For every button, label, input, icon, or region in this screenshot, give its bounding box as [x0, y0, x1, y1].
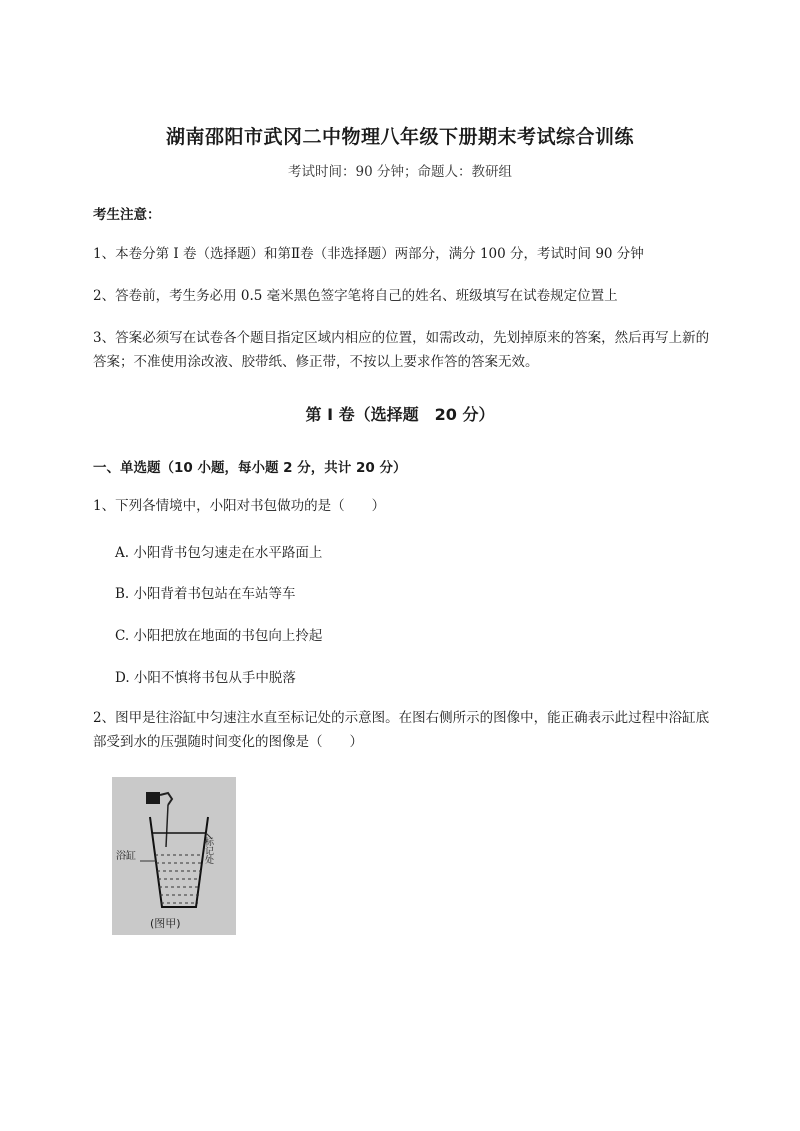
page-title: 湖南邵阳市武冈二中物理八年级下册期末考试综合训练 — [165, 126, 634, 148]
notice-item-2: 2、答卷前，考生务必用 0.5 毫米黑色签字笔将自己的姓名、班级填写在试卷规定位置上 — [93, 288, 618, 304]
tub-label: 浴缸 — [116, 851, 136, 862]
question-1-option-c: C. 小阳把放在地面的书包向上拎起 — [115, 628, 323, 644]
notice-heading: 考生注意： — [93, 207, 161, 223]
faucet-icon — [146, 792, 160, 804]
bathtub-figure — [112, 777, 236, 935]
question-1-option-d: D. 小阳不慎将书包从手中脱落 — [115, 670, 296, 686]
tub-outline — [150, 817, 208, 907]
question-2-stem: 2、图甲是往浴缸中匀速注水直至标记处的示意图。在图右侧所示的图像中，能正确表示此过程中浴缸底部受到水的压强随时间变化的图像是（ ） — [93, 710, 710, 750]
mark-label: 标记处 — [203, 837, 213, 864]
part-heading: 一、单选题（10 小题，每小题 2 分，共计 20 分） — [93, 460, 407, 476]
question-1-option-b: B. 小阳背着书包站在车站等车 — [115, 586, 296, 602]
figure-caption: (图甲) — [150, 917, 181, 930]
question-1-stem: 1、下列各情境中，小阳对书包做功的是（ ） — [93, 498, 386, 514]
question-1-option-a: A. 小阳背书包匀速走在水平路面上 — [115, 545, 323, 561]
exam-info: 考试时间：90 分钟；命题人：教研组 — [288, 164, 512, 180]
notice-item-3: 3、答案必须写在试卷各个题目指定区域内相应的位置，如需改动，先划掉原来的答案，然后再写上新的答案；不准使用涂改液、胶带纸、修正带，不按以上要求作答的答案无效。 — [93, 330, 710, 370]
notice-item-1: 1、本卷分第 I 卷（选择题）和第Ⅱ卷（非选择题）两部分，满分 100 分，考试时间 90 分钟 — [93, 246, 644, 262]
section-title: 第 I 卷（选择题 20 分） — [305, 405, 495, 424]
